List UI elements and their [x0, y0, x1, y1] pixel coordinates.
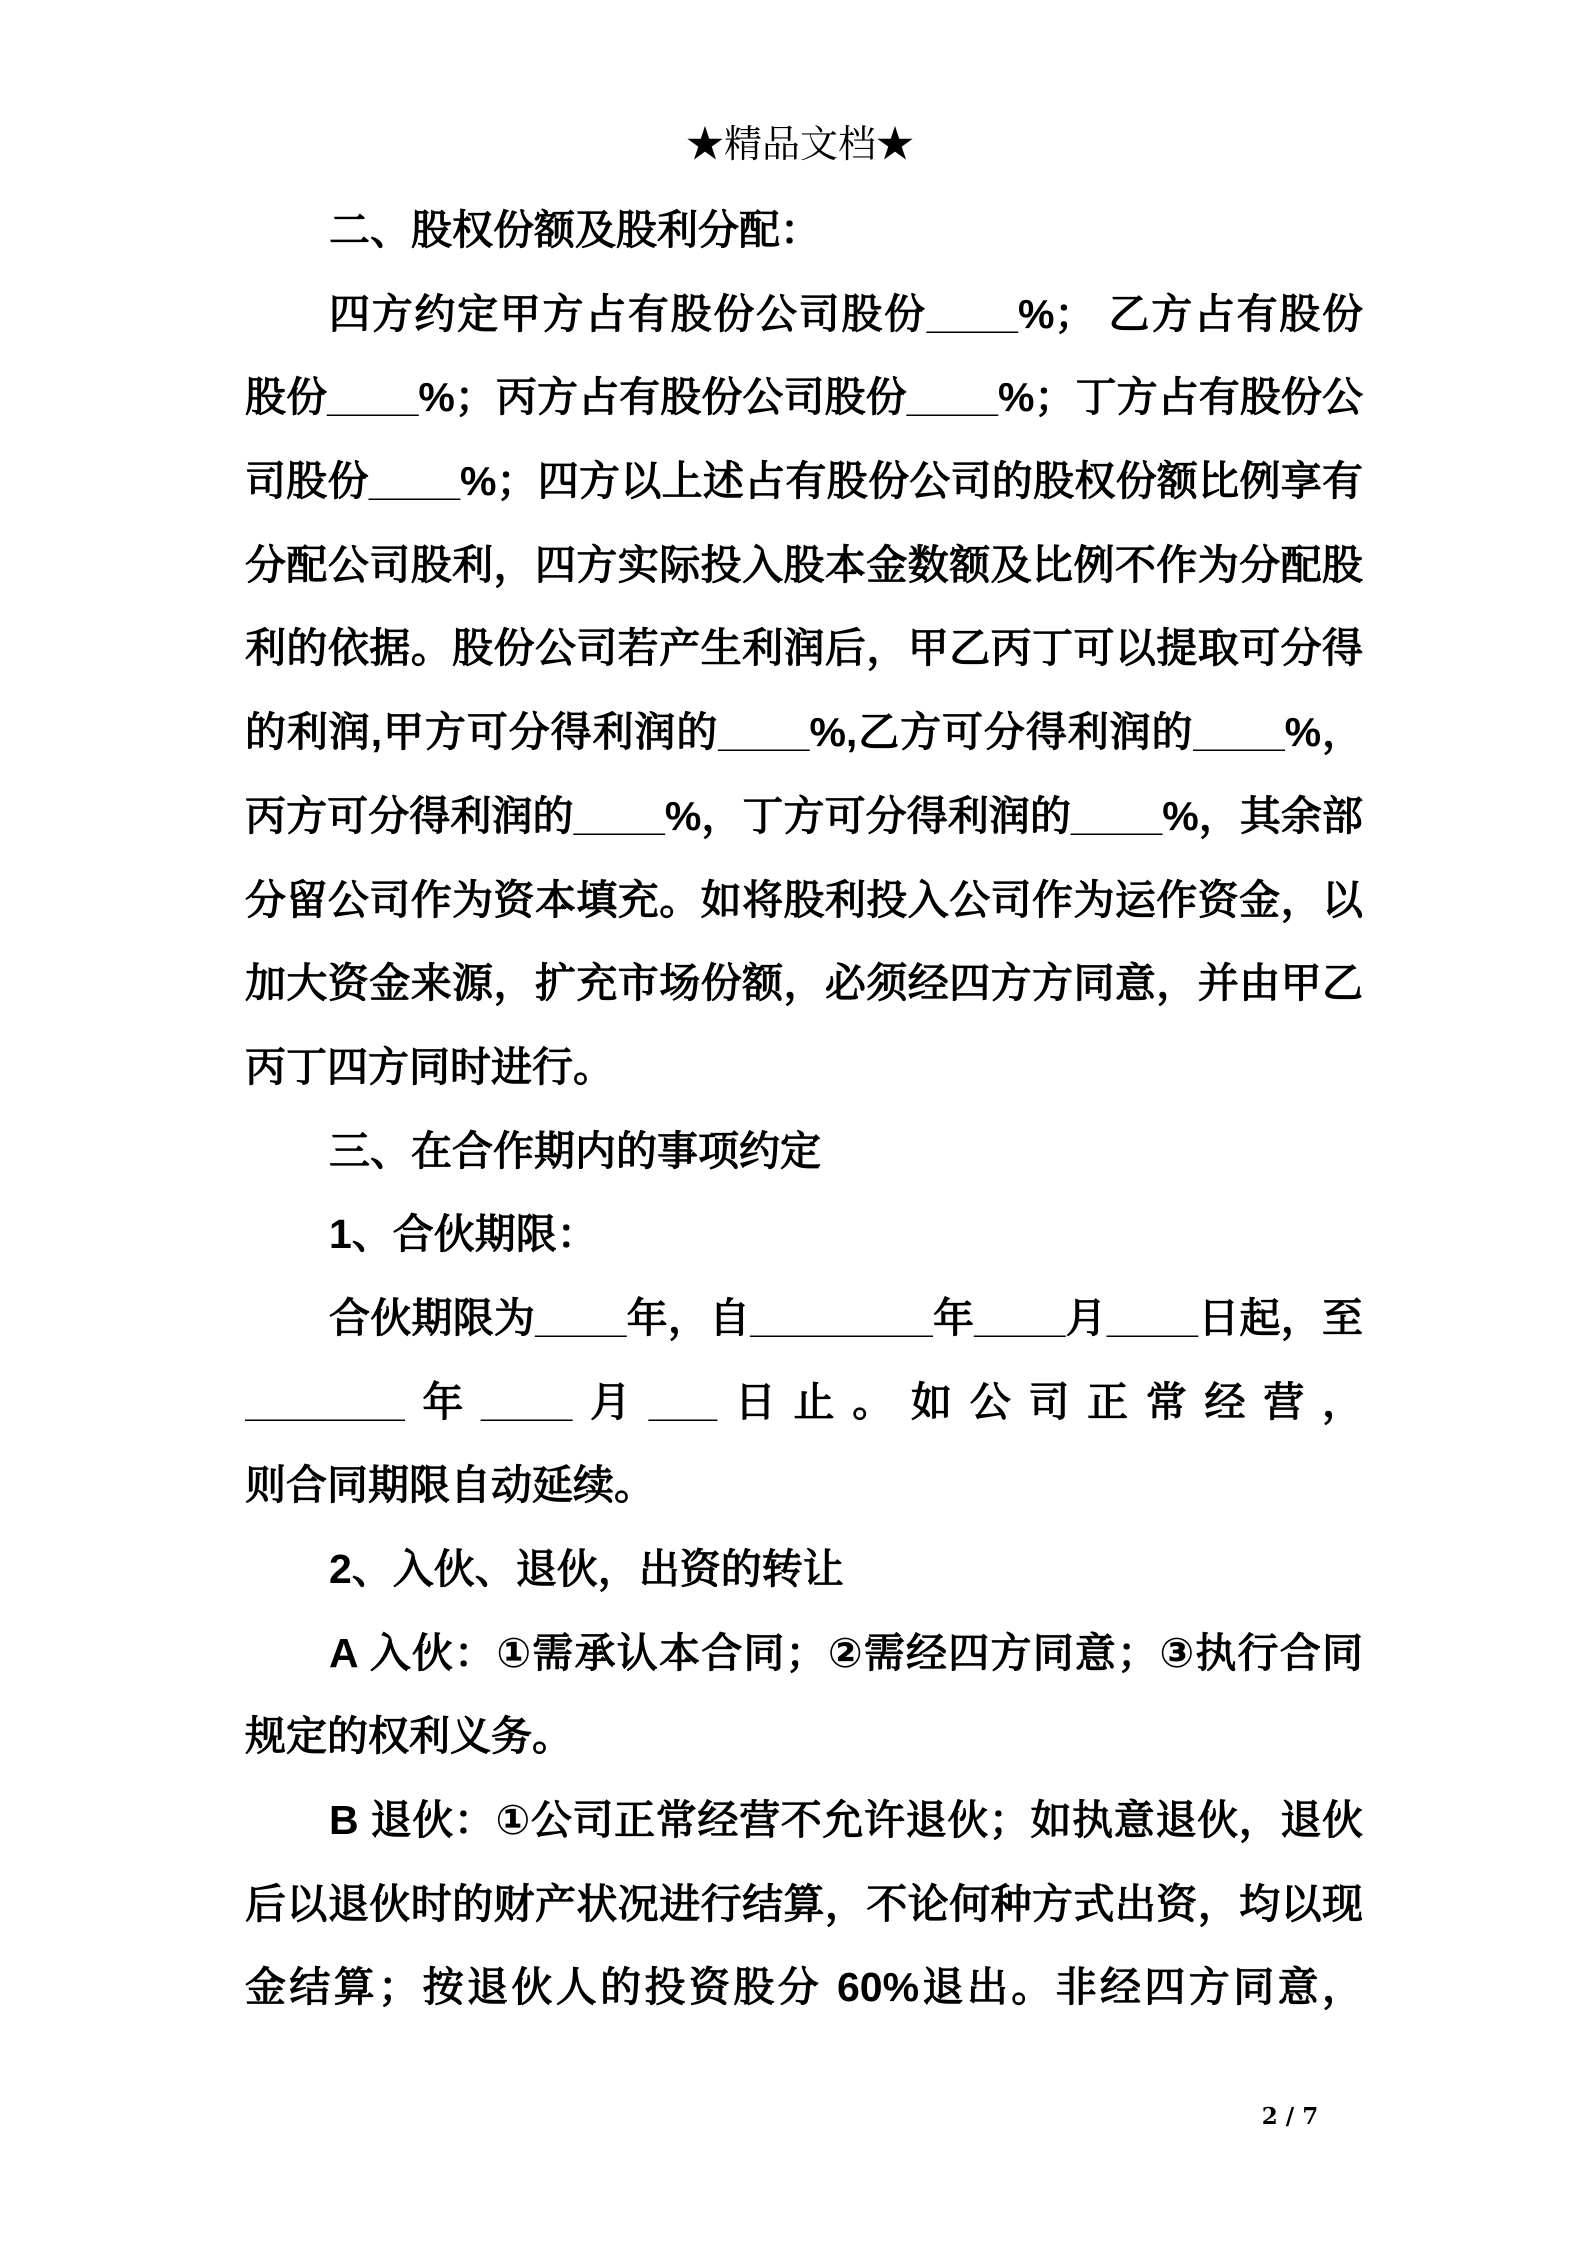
paragraph-line: A 入伙：①需承认本合同；②需经四方同意；③执行合同: [329, 1629, 1363, 1676]
paragraph-line: 合伙期限为____年，自________年____月____日起，至: [329, 1294, 1363, 1341]
paragraph-line: 规定的权利义务。: [245, 1713, 573, 1760]
paragraph-line: 金结算；按退伙人的投资股分 60%退出。非经四方同意，: [245, 1964, 1363, 2011]
page-number: 2 / 7: [1261, 2103, 1319, 2130]
paragraph-line: 丙丁四方同时进行。: [245, 1043, 614, 1090]
subheading-join-withdraw-transfer: 2、入伙、退伙，出资的转让: [329, 1546, 844, 1592]
paragraph-line: 后以退伙时的财产状况进行结算，不论何种方式出资，均以现: [245, 1880, 1363, 1927]
paragraph-line: B 退伙：①公司正常经营不允许退伙；如执意退伙，退伙: [329, 1797, 1363, 1844]
paragraph-equity-shares: [245, 273, 1363, 1110]
paragraph-line: _______年____月___日止。如公司正常经营，: [245, 1378, 1363, 1425]
paragraph-line: 分配公司股利，四方实际投入股本金数额及比例不作为分配股: [245, 541, 1363, 588]
paragraph-line: 四方约定甲方占有股份公司股份____%； 乙方占有股份: [329, 290, 1363, 337]
paragraph-line: 利的依据。股份公司若产生利润后，甲乙丙丁可以提取可分得: [245, 625, 1363, 672]
section-heading-equity-dividends: 二、股权份额及股利分配：: [329, 207, 821, 253]
paragraph-line: 则合同期限自动延续。: [245, 1462, 655, 1509]
document-header-title: ★精品文档★: [685, 122, 914, 166]
paragraph-line: 的利润,甲方可分得利润的____%,乙方可分得利润的____%，: [245, 709, 1363, 756]
subheading-partnership-term: 1、合伙期限：: [329, 1211, 598, 1258]
paragraph-line: 股份____%；丙方占有股份公司股份____%；丁方占有股份公: [245, 374, 1363, 421]
document-body: [245, 189, 1363, 2030]
paragraph-line: 司股份____%；四方以上述占有股份公司的股权份额比例享有: [245, 458, 1363, 505]
paragraph-withdrawal: [245, 1779, 1363, 2030]
paragraph-line: 加大资金来源，扩充市场份额，必须经四方方同意，并由甲乙: [245, 960, 1363, 1007]
paragraph-line: 分留公司作为资本填充。如将股利投入公司作为运作资金，以: [245, 876, 1363, 923]
section-heading-cooperation-terms: 三、在合作期内的事项约定: [329, 1127, 821, 1174]
paragraph-joining: [245, 1612, 1363, 1779]
paragraph-line: 丙方可分得利润的____%，丁方可分得利润的____%，其余部: [245, 792, 1363, 839]
paragraph-partnership-term: [245, 1277, 1363, 1528]
